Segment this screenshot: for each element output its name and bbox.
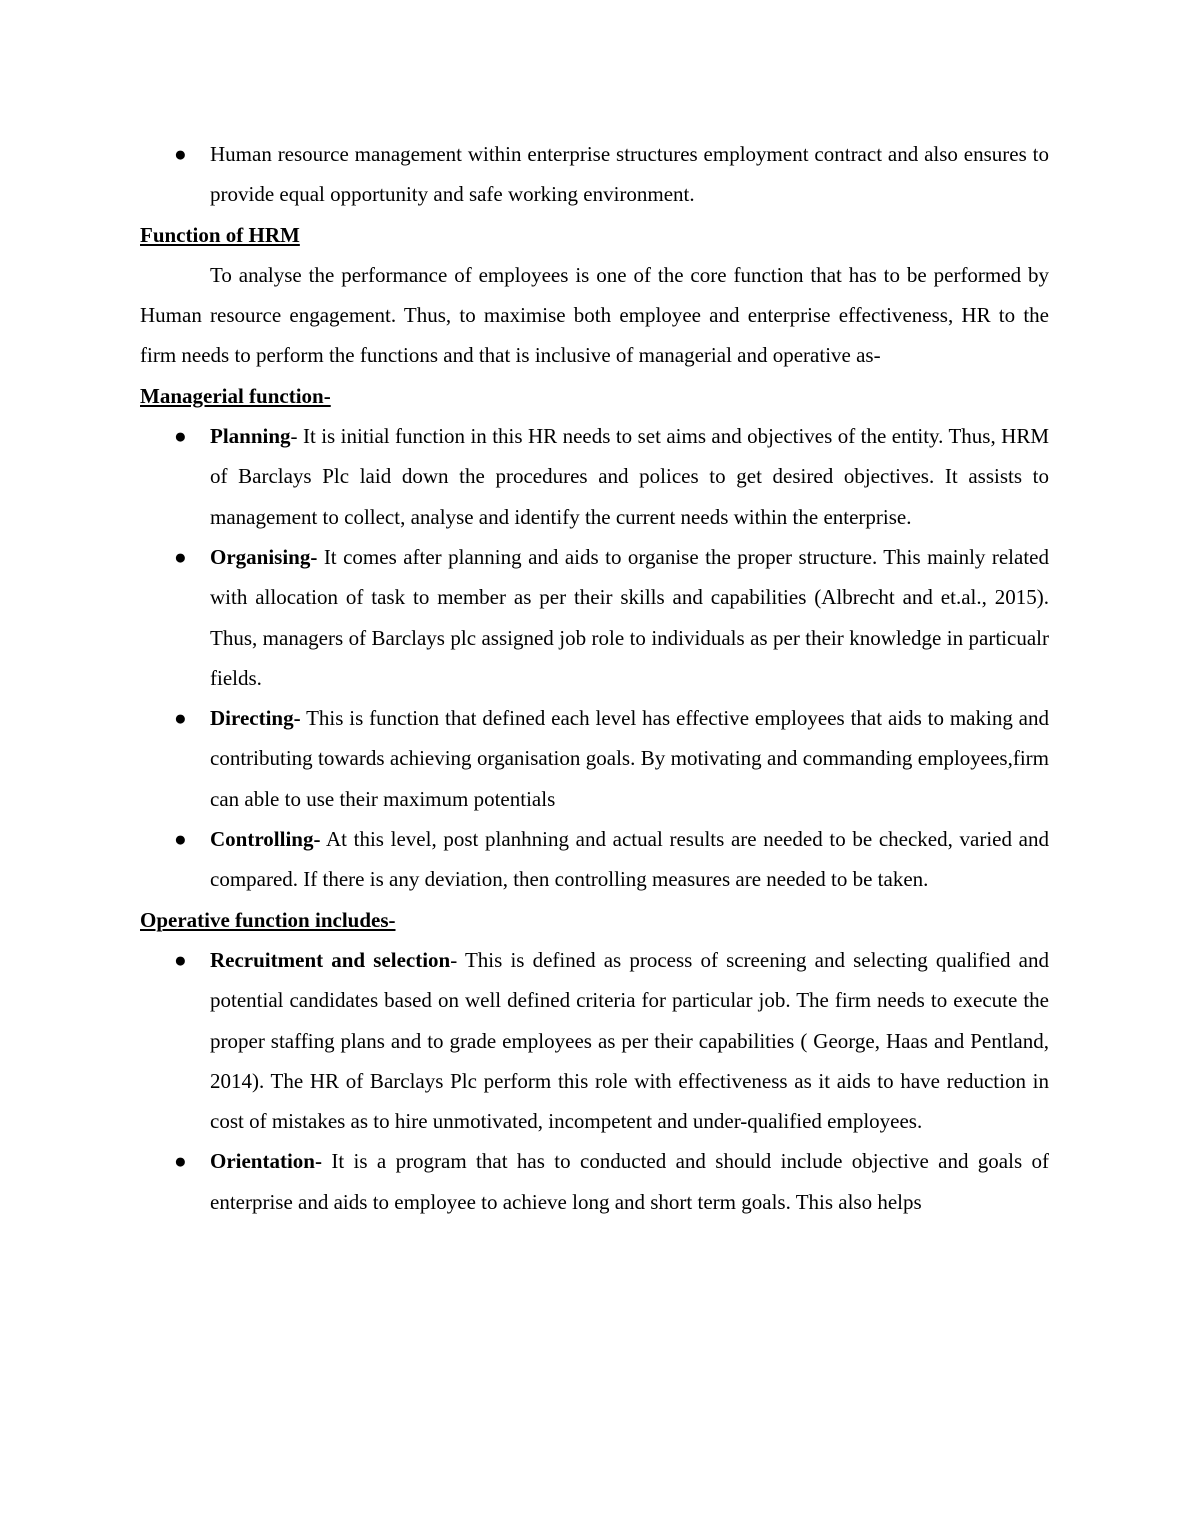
- list-item-term: Directing-: [210, 706, 301, 731]
- intro-bullet-list: [140, 134, 1049, 215]
- function-heading: Function of HRM: [140, 222, 300, 247]
- bullet-icon: ●: [174, 706, 187, 731]
- operative-heading: Operative function includes-: [140, 907, 396, 932]
- bullet-icon: ●: [174, 424, 187, 449]
- list-item-term: Orientation-: [210, 1149, 322, 1174]
- bullet-icon: ●: [174, 142, 187, 166]
- list-item: [140, 940, 1049, 1141]
- managerial-list: [140, 416, 1049, 900]
- list-item-text: At this level, post planhning and actual results are needed to be checked, varied and compared. If there is any deviation, then controlling measures are needed to be taken.: [210, 827, 1049, 892]
- list-item-text: - It is initial function in this HR needs to set aims and objectives of the entity. Thus, HRM of Barclays Plc laid down the procedures and polices to get desired objectives. It assists to management to collect, analyse and identify the current needs within the enterprise.: [210, 424, 1049, 529]
- list-item: [140, 819, 1049, 900]
- bullet-icon: ●: [174, 827, 187, 852]
- list-item: [140, 134, 1049, 215]
- bullet-icon: ●: [174, 1149, 187, 1174]
- list-item-term: Planning: [210, 424, 291, 449]
- list-item: [140, 698, 1049, 819]
- list-item-term: Organising-: [210, 544, 318, 569]
- list-item-text: Human resource management within enterprise structures employment contract and also ensures to provide equal opportunity and safe working environment.: [210, 142, 1049, 207]
- bullet-icon: ●: [174, 544, 187, 569]
- list-item: [140, 416, 1049, 537]
- list-item-text: - This is defined as process of screening and selecting qualified and potential candidates based on well defined criteria for particular job. The firm needs to execute the proper staffing plans and to grade employees as per their capabilities ( George, Haas and Pentland, 2014). The HR of Barclays Plc perform this role with effectiveness as it aids to have reduction in cost of mistakes as to hire unmotivated, incompetent and under-qualified employees.: [210, 947, 1049, 1134]
- list-item-term: Controlling-: [210, 827, 321, 852]
- list-item-term: Recruitment and selection: [210, 947, 451, 972]
- function-paragraph: To analyse the performance of employees is one of the core function that has to be performed by Human resource engagement. Thus, to maximise both employee and enterprise effectiveness, HR to the firm needs to perform the functions and that is inclusive of managerial and operative as-: [140, 262, 1049, 368]
- list-item-text: It is a program that has to conducted and should include objective and goals of enterprise and aids to employee to achieve long and short term goals. This also helps: [210, 1149, 1049, 1214]
- operative-list: [140, 940, 1049, 1222]
- list-item: [140, 537, 1049, 698]
- document-page: [140, 134, 1049, 1222]
- managerial-heading: Managerial function-: [140, 383, 331, 408]
- list-item: [140, 1141, 1049, 1222]
- bullet-icon: ●: [174, 947, 187, 972]
- list-item-text: It comes after planning and aids to organise the proper structure. This mainly related with allocation of task to member as per their skills and capabilities (Albrecht and et.al., 2015). Thus, managers of Barclays plc assigned job role to individuals as per their knowledge in particualr fields.: [210, 544, 1049, 690]
- list-item-text: This is function that defined each level has effective employees that aids to making and contributing towards achieving organisation goals. By motivating and commanding employees,firm can able to use their maximum potentials: [210, 706, 1049, 811]
